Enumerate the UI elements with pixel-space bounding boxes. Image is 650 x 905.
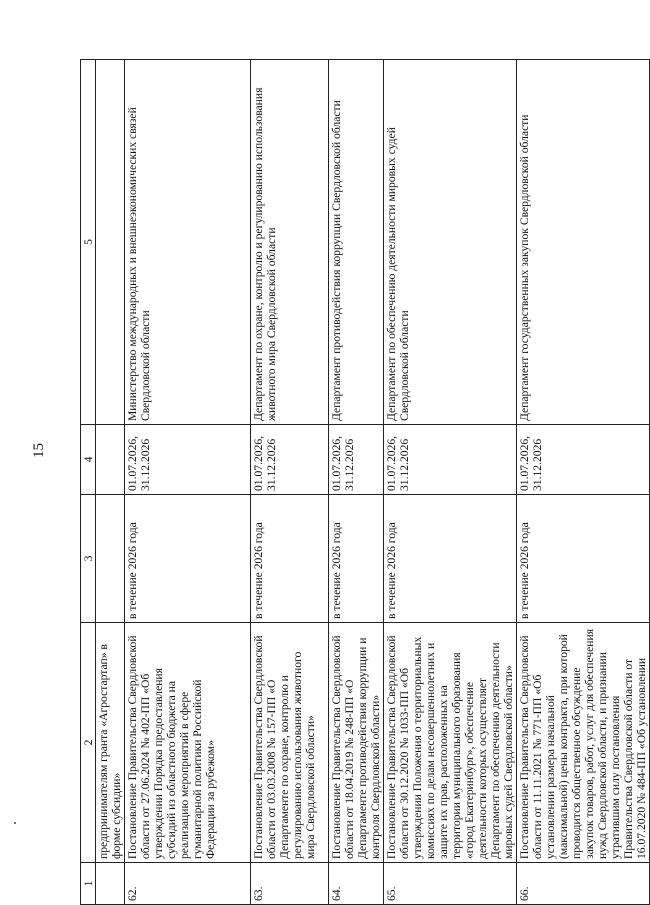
header-col-2: 2 — [81, 623, 96, 863]
cell-executor: Департамент противодействия коррупции Свердловской области — [329, 60, 384, 425]
cell-executor: Департамент по обеспечению деятельности мировых судей Свердловской области — [384, 60, 517, 425]
table-row — [329, 60, 384, 905]
cell-executor: Департамент по охране, контролю и регулированию использования животного мира Свердловской области — [251, 60, 329, 425]
cell-num — [96, 863, 125, 905]
cell-document: Постановление Правительства Свердловской области от 11.11.2021 № 771-ПП «Об установлении размера начальной (максимальной) цены контракта, при которой проводится общественное обсуждение закупок товаров, работ, услуг для обеспечения нужд Свердловской области, и признании утратившим силу постановления Правительства Свердловской области от 16.07.2020 № 484-ПП «Об установлении — [517, 623, 650, 863]
cell-document: Постановление Правительства Свердловской области от 03.03.2008 № 157-ПП «О Департаменте по охране, контролю и регулированию использования животного мира Свердловской области» — [251, 623, 329, 863]
cell-num: 65. — [384, 863, 517, 905]
cell-dates: 01.07.2026, 31.12.2026 — [125, 425, 251, 495]
header-col-3: 3 — [81, 495, 96, 623]
cell-num: 63. — [251, 863, 329, 905]
cell-executor — [96, 60, 125, 425]
table-row — [517, 60, 650, 905]
cell-document: Постановление Правительства Свердловской области от 18.04.2019 № 248-ПП «О Департаменте противодействия коррупции и контроля Свердловской области» — [329, 623, 384, 863]
cell-dates: 01.07.2026, 31.12.2026 — [384, 425, 517, 495]
cell-document: предпринимателям гранта «Агростартап» в форме субсидии» — [96, 623, 125, 863]
cell-period: в течение 2026 года — [384, 495, 517, 623]
cell-executor: Департамент государственных закупок Свердловской области — [517, 60, 650, 425]
cell-dates — [96, 425, 125, 495]
header-col-4: 4 — [81, 425, 96, 495]
cell-num: 64. — [329, 863, 384, 905]
cell-period — [96, 495, 125, 623]
cell-num: 66. — [517, 863, 650, 905]
header-col-5: 5 — [81, 60, 96, 425]
header-row — [81, 60, 96, 905]
cell-period: в течение 2026 года — [125, 495, 251, 623]
cell-period: в течение 2026 года — [329, 495, 384, 623]
rotated-table-sheet — [80, 60, 648, 905]
legal-acts-table — [80, 59, 650, 905]
cell-executor: Министерство международных и внешнеэкономических связей Свердловской области — [125, 60, 251, 425]
cell-document: Постановление Правительства Свердловской области от 30.12.2020 № 1033-ПП «Об утверждении Положения о территориальных комиссиях по делам несовершеннолетних и защите их прав, расположенных на территории муниципального образования «город Екатеринбург», обеспечение деятельности которых осуществляет Департамент по обеспечению деятельности мировых судей Свердловской области» — [384, 623, 517, 863]
cell-dates: 01.07.2026, 31.12.2026 — [517, 425, 650, 495]
page-number: 15 — [31, 443, 47, 458]
table-row — [384, 60, 517, 905]
table-row — [251, 60, 329, 905]
cell-num: 62. — [125, 863, 251, 905]
cell-period: в течение 2026 года — [251, 495, 329, 623]
cell-dates: 01.07.2026, 31.12.2026 — [329, 425, 384, 495]
scan-speck — [14, 822, 16, 824]
cell-document: Постановление Правительства Свердловской области от 27.06.2024 № 402-ПП «Об утверждении Порядка предоставления субсидий из областного бюджета на реализацию мероприятий в сфере гуманитарной политики Российской Федерации за рубежом» — [125, 623, 251, 863]
table-row-continuation — [96, 60, 125, 905]
cell-period: в течение 2026 года — [517, 495, 650, 623]
header-col-1: 1 — [81, 863, 96, 905]
cell-dates: 01.07.2026, 31.12.2026 — [251, 425, 329, 495]
table-row — [125, 60, 251, 905]
